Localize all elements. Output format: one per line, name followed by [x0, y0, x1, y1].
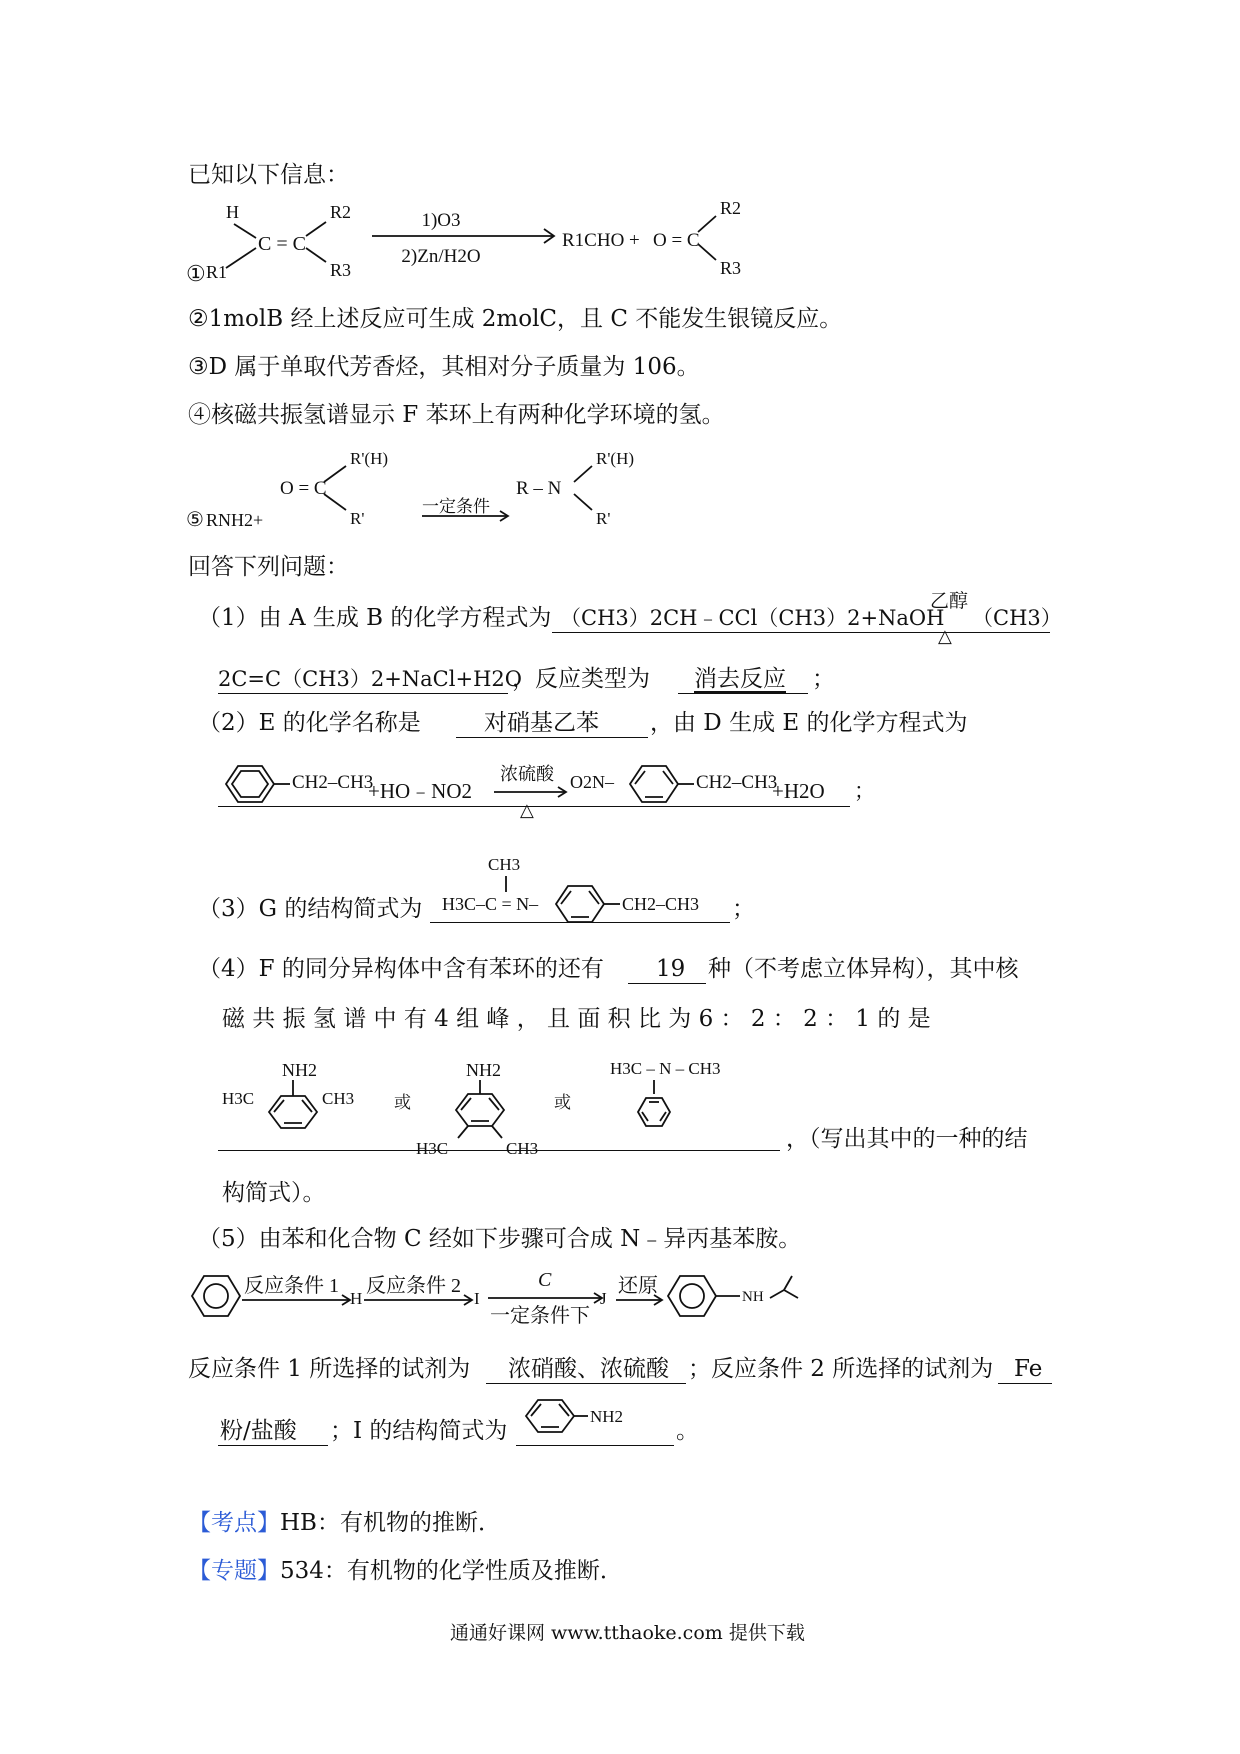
q2-water: +H2O	[772, 779, 825, 803]
q5-cond3: 一定条件下	[490, 1305, 590, 1327]
q2-prefix: （2）E 的化学名称是	[198, 710, 421, 736]
amine-condensation-scheme	[186, 444, 686, 534]
q5-r2-value-b: 粉/盐酸	[220, 1418, 297, 1444]
q2-mid: ，由 D 生成 E 的化学方程式为	[650, 710, 968, 736]
q5-r1-underline	[486, 1383, 686, 1384]
benzene-start-icon	[192, 1276, 240, 1316]
q5-r1-value: 浓硝酸、浓硫酸	[508, 1356, 669, 1382]
q2-product-nitro: O2N–	[570, 772, 614, 792]
s2-nh2: NH2	[466, 1060, 501, 1080]
zhuanti-line	[188, 1556, 623, 1586]
q5-r2-value-a: Fe	[1014, 1356, 1043, 1382]
q4-isomer-structures	[218, 1056, 778, 1156]
q5-i-label: ；I 的结构简式为	[330, 1418, 508, 1444]
s3-label: H3C – N – CH3	[610, 1059, 721, 1078]
q1-type-value: 消去反应	[694, 666, 786, 692]
given-info-title: 已知以下信息：	[188, 162, 349, 188]
q2-cond-top: 浓硫酸	[500, 764, 554, 784]
r2-group: R2	[330, 202, 352, 222]
q5-h: H	[350, 1289, 363, 1308]
q1-end: ；	[812, 666, 835, 692]
q4-structure-underline	[218, 1150, 780, 1151]
q3-underline	[430, 922, 730, 923]
q5-reduce: 还原	[618, 1275, 658, 1297]
q4-count-underline	[628, 983, 706, 984]
info-4: ④核磁共振氢谱显示 F 苯环上有两种化学环境的氢。	[188, 402, 725, 428]
q4-after-count: 种（不考虑立体异构），其中核	[708, 956, 1019, 982]
info-2: ②1molB 经上述反应可生成 2molC，且 C 不能发生银镜反应。	[188, 306, 843, 332]
r1-group: R1	[206, 262, 228, 282]
q4-prefix: （4）F 的同分异构体中含有苯环的还有	[198, 956, 604, 982]
benzene-product-icon	[668, 1276, 716, 1316]
marker-1: ①	[186, 261, 206, 286]
q1-prefix: （1）由 A 生成 B 的化学方程式为	[198, 605, 552, 631]
product-bottom: R'	[596, 509, 611, 528]
q5-synthesis-route	[188, 1264, 828, 1334]
q1-eq-line2: 2C=C（CH3）2+NaCl+H2O	[218, 667, 522, 691]
q4-note2: 构简式）。	[222, 1180, 326, 1206]
q5-j: J	[600, 1289, 607, 1308]
i-nh2: NH2	[590, 1407, 624, 1426]
q5-r2-label: ；反应条件 2 所选择的试剂为	[688, 1356, 994, 1382]
q2-product-chain: CH2–CH3	[696, 772, 778, 793]
s1-left: H3C	[222, 1089, 255, 1108]
q5-r1-label: 反应条件 1 所选择的试剂为	[188, 1356, 471, 1382]
kaodian-tag: 【考点】	[188, 1510, 280, 1536]
q5-cond1: 反应条件 1	[244, 1275, 339, 1297]
q2-equation-underline	[218, 806, 850, 807]
q5-i: I	[474, 1289, 480, 1308]
g-right-chain: CH2–CH3	[622, 894, 700, 914]
product-r-n: R – N	[516, 478, 562, 499]
q4-count: 19	[656, 956, 686, 982]
q3-prefix: （3）G 的结构简式为	[198, 896, 423, 922]
or-1: 或	[394, 1093, 411, 1112]
kaodian-text: HB：有机物的推断．	[280, 1510, 501, 1536]
s1-right: CH3	[322, 1089, 355, 1108]
g-ch3-top: CH3	[488, 855, 521, 874]
o-eq-c: O = C	[653, 230, 700, 251]
ketone-r2: R2	[720, 198, 742, 218]
q1-type-label: ，反应类型为	[512, 666, 650, 692]
q2-cond-bottom: △	[520, 800, 534, 820]
q1-cond-top: 乙醇	[930, 590, 969, 612]
q3-structure-g	[440, 850, 740, 930]
q5-prefix: （5）由苯和化合物 C 经如下步骤可合成 N﹣异丙基苯胺。	[198, 1226, 802, 1252]
answer-title: 回答下列问题：	[188, 554, 349, 580]
s2-left: H3C	[416, 1139, 449, 1158]
q5-end: 。	[676, 1418, 699, 1444]
q2-reactant-chain: CH2–CH3	[292, 772, 374, 793]
carbonyl-o-eq-c: O = C	[280, 478, 327, 499]
q5-r2-underline-a	[998, 1383, 1052, 1384]
q1-type-underline	[678, 693, 808, 694]
q4-line2: 磁 共 振 氢 谱 中 有 4 组 峰 ， 且 面 积 比 为 6 ： 2 ： 2 ： 1 的 是	[222, 1006, 931, 1032]
carbonyl-bottom: R'	[350, 509, 365, 528]
q1-eq-part1: （CH3）2CH﹣CCl（CH3）2+NaOH	[560, 606, 945, 630]
q2-name-underline	[456, 737, 648, 738]
q1-cond-bottom: △	[938, 626, 952, 647]
q5-r2-underline-b	[218, 1445, 328, 1446]
h-atom: H	[226, 202, 239, 222]
info-3: ③D 属于单取代芳香烃，其相对分子质量为 106。	[188, 354, 700, 380]
condition-5: 一定条件	[422, 497, 490, 516]
footer-text: 通通好课网 www.tthaoke.com 提供下载	[450, 1622, 805, 1644]
amine-reactant: RNH2+	[206, 510, 264, 530]
marker-5: ⑤	[186, 509, 204, 531]
q5-c-top: C	[538, 1269, 552, 1291]
q5-product-nh: NH	[742, 1289, 764, 1305]
q3-end: ；	[732, 896, 755, 922]
or-2: 或	[554, 1093, 571, 1112]
zhuanti-text: 534：有机物的化学性质及推断．	[280, 1558, 623, 1584]
q2-name: 对硝基乙苯	[484, 710, 599, 736]
q2-nitration-equation	[218, 752, 878, 822]
ozonolysis-scheme	[186, 196, 766, 286]
ozone-condition: 1)O3	[421, 210, 461, 231]
q5-cond2: 反应条件 2	[366, 1275, 461, 1297]
q5-i-underline	[516, 1445, 674, 1446]
g-left-group: H3C–C = N–	[442, 894, 539, 914]
q1-line2-underline	[218, 693, 508, 694]
product-top: R'(H)	[596, 449, 635, 468]
zhuanti-tag: 【专题】	[188, 1558, 280, 1584]
kaodian-line	[188, 1508, 501, 1538]
s1-nh2: NH2	[282, 1060, 317, 1080]
q1-eq-part2: （CH3）	[972, 606, 1062, 630]
q5-i-structure	[516, 1394, 676, 1450]
q2-end: ；	[854, 779, 875, 803]
r3-group: R3	[330, 260, 352, 280]
ketone-r3: R3	[720, 258, 742, 278]
zn-condition: 2)Zn/H2O	[401, 246, 481, 267]
c-eq-c: C = C	[258, 233, 306, 255]
q4-note1: ，（写出其中的一种的结	[786, 1126, 1028, 1152]
aldehyde-product: R1CHO +	[562, 230, 640, 251]
carbonyl-top: R'(H)	[350, 449, 389, 468]
s2-right: CH3	[506, 1139, 539, 1158]
q2-reagent: +HO﹣NO2	[368, 779, 473, 803]
